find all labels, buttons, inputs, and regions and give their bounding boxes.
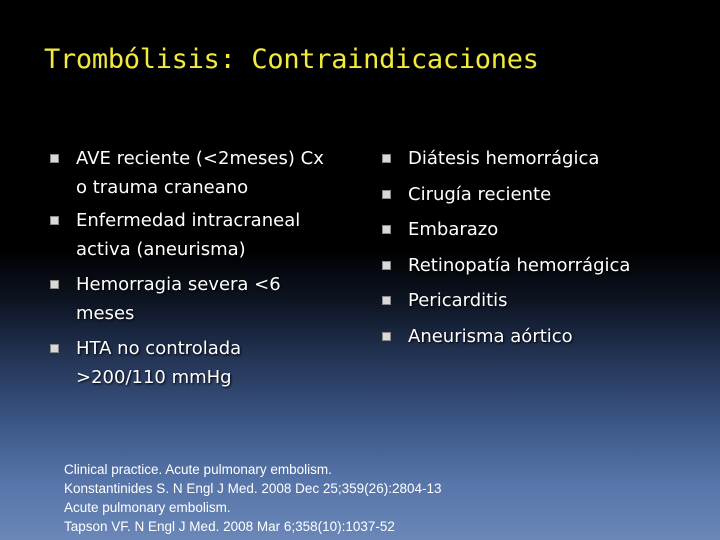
bullet-text-line: activa (aneurisma) <box>76 239 246 260</box>
list-item <box>380 286 700 315</box>
bullet-text-line: >200/110 mmHg <box>76 367 232 388</box>
list-item <box>380 144 700 173</box>
bullet-text-line: meses <box>76 303 135 324</box>
left-bullet-list <box>48 144 358 392</box>
square-bullet-icon <box>50 344 59 353</box>
bullet-text: Retinopatía hemorrágica <box>408 254 631 276</box>
square-bullet-icon <box>382 225 391 234</box>
list-item <box>380 251 700 280</box>
square-bullet-icon <box>382 154 391 163</box>
square-bullet-icon <box>382 332 391 341</box>
bullet-text: Embarazo <box>408 219 499 240</box>
bullet-text: Diátesis hemorrágica <box>408 148 600 169</box>
bullet-text: Aneurisma aórtico <box>408 325 573 347</box>
square-bullet-icon <box>50 216 59 225</box>
square-bullet-icon <box>382 261 391 270</box>
bullet-text: Pericarditis <box>408 290 508 311</box>
square-bullet-icon <box>50 280 59 289</box>
bullet-text-line: Hemorragia severa <6 <box>76 274 281 295</box>
bullet-text: Cirugía reciente <box>408 183 552 205</box>
reference-line: Clinical practice. Acute pulmonary embolism. <box>64 462 332 477</box>
list-item <box>48 270 358 328</box>
slide-title: Trombólisis: Contraindicaciones <box>44 44 539 75</box>
list-item <box>380 215 700 244</box>
left-column <box>48 144 358 396</box>
bullet-text-line: AVE reciente (<2meses) Cx <box>76 148 324 169</box>
list-item <box>48 206 358 264</box>
list-item <box>380 322 700 351</box>
list-item <box>48 334 358 392</box>
reference-line: Tapson VF. N Engl J Med. 2008 Mar 6;358(10):1037-52 <box>64 519 395 534</box>
reference-line: Acute pulmonary embolism. <box>64 500 231 515</box>
list-item <box>380 180 700 209</box>
right-bullet-list <box>380 144 700 351</box>
bullet-text-line: HTA no controlada <box>76 338 242 359</box>
references <box>64 460 442 536</box>
reference-line: Konstantinides S. N Engl J Med. 2008 Dec 25;359(26):2804-13 <box>64 481 442 496</box>
list-item <box>48 144 358 202</box>
square-bullet-icon <box>382 296 391 305</box>
bullet-text-line: Enfermedad intracraneal <box>76 210 301 231</box>
square-bullet-icon <box>382 190 391 199</box>
square-bullet-icon <box>50 154 59 163</box>
bullet-text-line: o trauma craneano <box>76 177 249 198</box>
right-column <box>380 144 700 357</box>
